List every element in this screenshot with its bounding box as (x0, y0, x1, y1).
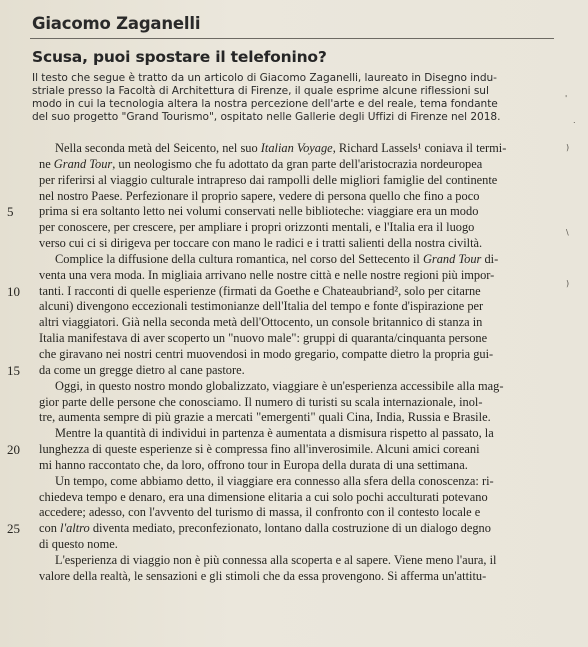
margin-pencil-mark: ) (566, 143, 570, 152)
text-line (0, 442, 588, 458)
line-text: di questo nome. (39, 537, 118, 552)
text-line (0, 284, 588, 300)
text-line (0, 537, 588, 553)
line-text: con l'altro diventa mediato, preconfezionato, lontano dalla costruzione di un dialogo degno (39, 521, 491, 536)
line-text: tre, aumenta sempre di più grazie a mercati "emergenti" quali Cina, India, Russia e Brasile. (39, 410, 491, 425)
line-text: da come un gregge dietro al cane pastore. (39, 362, 245, 377)
text-line (0, 505, 588, 521)
text-line (0, 395, 588, 411)
italic-title: l'altro (60, 521, 90, 536)
text-line (0, 426, 588, 442)
text-line (0, 379, 588, 395)
text-line (0, 220, 588, 236)
text-line (0, 236, 588, 252)
text-line (0, 458, 588, 474)
italic-title: Grand Tour (422, 251, 482, 266)
margin-pencil-mark: . (573, 116, 576, 125)
text-line (0, 315, 588, 331)
text-line (0, 347, 588, 363)
line-text: per riferirsi al viaggio culturale intrapreso dai rampolli delle migliori famiglie del continente (39, 172, 498, 187)
line-text: accedere; adesso, con l'avvento del turismo di massa, il confronto con il contesto locale e (39, 505, 481, 520)
line-number: 15 (7, 362, 20, 378)
line-text: gior parte delle persone che conosciamo. Il numero di turisti su scala internazionale, inol- (39, 394, 483, 409)
text-line (0, 521, 588, 537)
line-text: mi hanno raccontato che, da loro, offrono tour in Europa della durata di una settimana. (39, 457, 468, 472)
intro-line: modo in cui la tecnologia altera la nostra percezione dell'arte e del reale, tema fondante (32, 98, 498, 110)
line-text: Complice la diffusione della cultura romantica, nel corso del Settecento il Grand Tour di- (55, 251, 499, 266)
text-line (0, 474, 588, 490)
text-line (0, 204, 588, 220)
line-text: venta una vera moda. In migliaia arrivano nelle nostre città e nelle nostre regioni più impor- (39, 267, 495, 282)
body-text (0, 141, 588, 585)
line-text: valore della realtà, le sensazioni e gli stimoli che da essa provengono. Si afferma un'attitu- (39, 568, 487, 583)
line-text: tanti. I racconti di quelle esperienze (firmati da Goethe e Chateaubriand², solo per citarne (39, 283, 481, 298)
intro-line: del suo progetto "Grand Tourismo", ospitato nelle Gallerie degli Uffizi di Firenze nel 2018. (32, 111, 501, 123)
intro-line: striale presso la Facoltà di Architettura di Firenze, il quale esprime alcune riflessioni sul (32, 85, 489, 97)
text-line (0, 569, 588, 585)
text-line (0, 299, 588, 315)
line-text: ne Grand Tour, un neologismo che fu adottato da gran parte dell'aristocrazia nordeuropea (39, 156, 483, 171)
author-name: Giacomo Zaganelli (32, 14, 201, 33)
header-divider (30, 38, 554, 39)
text-line (0, 141, 588, 157)
line-text: lunghezza di queste esperienze si è compressa fino all'inverosimile. Alcuni amici coreani (39, 442, 480, 457)
margin-pencil-mark: \ (566, 228, 569, 237)
line-number: 25 (7, 521, 20, 537)
text-line (0, 331, 588, 347)
line-number: 5 (7, 204, 14, 220)
line-text: prima si era soltanto letto nei volumi conservati nelle biblioteche: viaggiare era un modo (39, 204, 479, 219)
line-number: 10 (7, 283, 20, 299)
line-text: chiedeva tempo e denaro, era una dimensione elitaria a cui solo pochi acculturati potevano (39, 489, 488, 504)
article-title: Scusa, puoi spostare il telefonino? (32, 48, 327, 66)
line-text: alcuni) divengono eccezionali testimonianze dell'Italia del tempo e fonte d'ispirazione per (39, 299, 484, 314)
line-text: Un tempo, come abbiamo detto, il viaggiare era connesso alla sfera della conoscenza: ri- (55, 473, 494, 488)
text-line (0, 252, 588, 268)
line-text: verso cui ci si dirigeva per toccare con mano le radici e i tratti salienti della nostra civiltà. (39, 236, 483, 251)
line-text: che giravano nei nostri centri muovendosi in modo gregario, compatte dietro la propria gui- (39, 346, 494, 361)
italic-title: Grand Tour (53, 156, 113, 171)
text-line (0, 553, 588, 569)
text-line (0, 410, 588, 426)
text-line (0, 173, 588, 189)
margin-pencil-mark: ' (565, 94, 568, 103)
line-text: Mentre la quantità di individui in partenza è aumentata a dismisura rispetto al passato, la (55, 426, 494, 441)
text-line (0, 157, 588, 173)
intro-paragraph (32, 72, 556, 124)
text-line (0, 490, 588, 506)
intro-line: Il testo che segue è tratto da un articolo di Giacomo Zaganelli, laureato in Disegno indu- (32, 72, 497, 84)
line-number: 20 (7, 442, 20, 458)
line-text: Italia manifestava di aver scoperto un "nuovo male": gruppi di quaranta/cinquanta persone (39, 331, 488, 346)
line-text: altri viaggiatori. Già nella seconda metà dell'Ottocento, un console britannico di stanza in (39, 315, 483, 330)
italic-title: Italian Voyage (260, 141, 333, 155)
text-line (0, 268, 588, 284)
line-text: nel nostro Paese. Perfezionare il proprio sapere, vedere di persona quello che fino a poco (39, 188, 480, 203)
text-line (0, 189, 588, 205)
line-text: L'esperienza di viaggio non è più connessa alla scoperta e al sapere. Viene meno l'aura, il (55, 552, 497, 567)
line-text: Nella seconda metà del Seicento, nel suo Italian Voyage, Richard Lassels¹ coniava il termi- (55, 141, 507, 155)
line-text: Oggi, in questo nostro mondo globalizzato, viaggiare è un'esperienza accessibile alla mag- (55, 378, 504, 393)
text-line (0, 363, 588, 379)
margin-pencil-mark: ) (566, 279, 570, 288)
line-text: per conoscere, per crescere, per ampliare i propri orizzonti mentali, e l'Italia era il luogo (39, 220, 475, 235)
